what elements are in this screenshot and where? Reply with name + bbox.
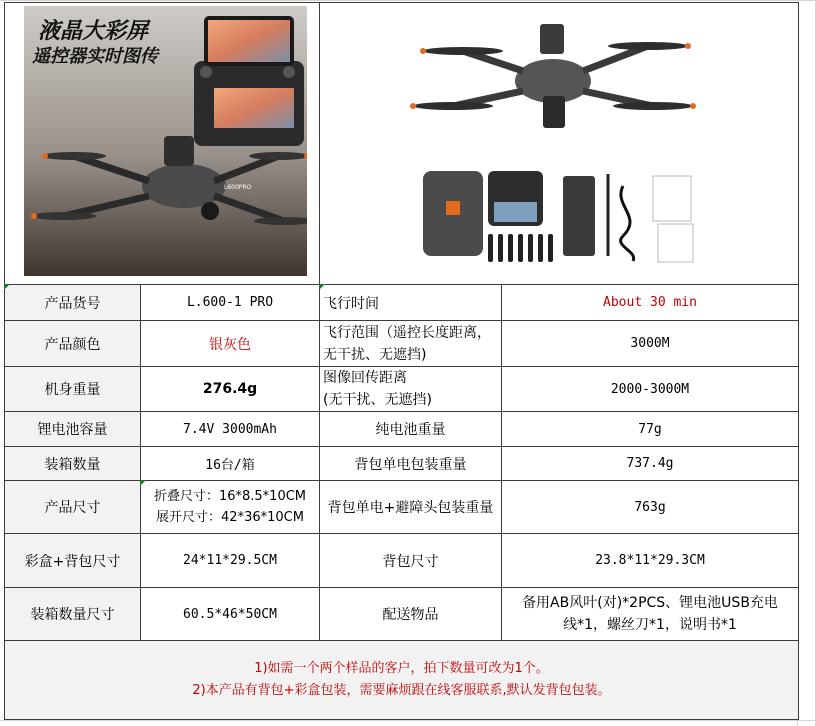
label-battery-weight[interactable]: 纯电池重量 (319, 411, 502, 447)
label-image-range[interactable]: 图像回传距离 (无干扰、无遮挡) (319, 366, 502, 412)
value-backpack-weight[interactable]: 737.4g (501, 446, 799, 481)
value-weight[interactable]: 276.4g (140, 366, 320, 412)
notes-cell[interactable] (4, 640, 799, 720)
label-backpack-weight[interactable]: 背包单电包装重量 (319, 446, 502, 481)
headline-1: 液晶大彩屏 (38, 19, 149, 44)
value-carton-size[interactable]: 60.5*46*50CM (140, 587, 320, 641)
value-color[interactable]: 银灰色 (140, 320, 320, 367)
grid-row-line (0, 0, 816, 1)
comment-marker (140, 480, 146, 486)
value-battery-weight[interactable]: 77g (501, 411, 799, 447)
label-carton-size[interactable]: 装箱数量尺寸 (4, 587, 141, 641)
value-size[interactable] (140, 480, 320, 534)
grid-row-line (0, 720, 816, 721)
label-weight[interactable]: 机身重量 (4, 366, 141, 412)
product-photo-controller (24, 6, 307, 276)
value-carton-qty[interactable]: 16台/箱 (140, 446, 320, 481)
value-flight-range[interactable]: 3000M (501, 320, 799, 367)
comment-marker (4, 284, 10, 290)
value-battery[interactable]: 7.4V 3000mAh (140, 411, 320, 447)
value-image-range[interactable]: 2000-3000M (501, 366, 799, 412)
value-flight-time[interactable]: About 30 min (501, 284, 799, 321)
value-box-size[interactable]: 24*11*29.5CM (140, 533, 320, 588)
product-photo-contents (408, 6, 698, 281)
label-backpack-size[interactable]: 背包尺寸 (319, 533, 502, 588)
label-accessories[interactable]: 配送物品 (319, 587, 502, 641)
value-product-code[interactable]: L.600-1 PRO (140, 284, 320, 321)
label-flight-range[interactable]: 飞行范围（遥控长度距离，无干扰、无遮挡) (319, 320, 502, 367)
label-size[interactable]: 产品尺寸 (4, 480, 141, 534)
label-flight-time[interactable]: 飞行时间 (319, 284, 502, 321)
value-size-folded: 折叠尺寸：16*8.5*10CM (153, 489, 307, 504)
svg-text:L600PRO: L600PRO (224, 184, 252, 191)
note-line-1: 1)如需一个两个样品的客户，拍下数量可改为1个。 (254, 661, 549, 676)
value-accessories[interactable]: 备用AB风叶(对)*2PCS、锂电池USB充电线*1，螺丝刀*1，说明书*1 (501, 587, 799, 641)
label-box-size[interactable]: 彩盒+背包尺寸 (4, 533, 141, 588)
label-color[interactable]: 产品颜色 (4, 320, 141, 367)
value-backpack-size[interactable]: 23.8*11*29.3CM (501, 533, 799, 588)
label-product-code[interactable]: 产品货号 (4, 284, 141, 321)
label-carton-qty[interactable]: 装箱数量 (4, 446, 141, 481)
value-backpack-obstacle-weight[interactable]: 763g (501, 480, 799, 534)
value-size-unfolded: 展开尺寸：42*36*10CM (156, 510, 304, 525)
comment-marker (319, 284, 325, 290)
label-battery[interactable]: 锂电池容量 (4, 411, 141, 447)
headline-2: 遥控器实时图传 (32, 46, 158, 67)
note-line-2: 2)本产品有背包+彩盒包装，需要麻烦跟在线客服联系,默认发背包包装。 (192, 683, 611, 698)
label-backpack-obstacle-weight[interactable]: 背包单电+避障头包装重量 (319, 480, 502, 534)
